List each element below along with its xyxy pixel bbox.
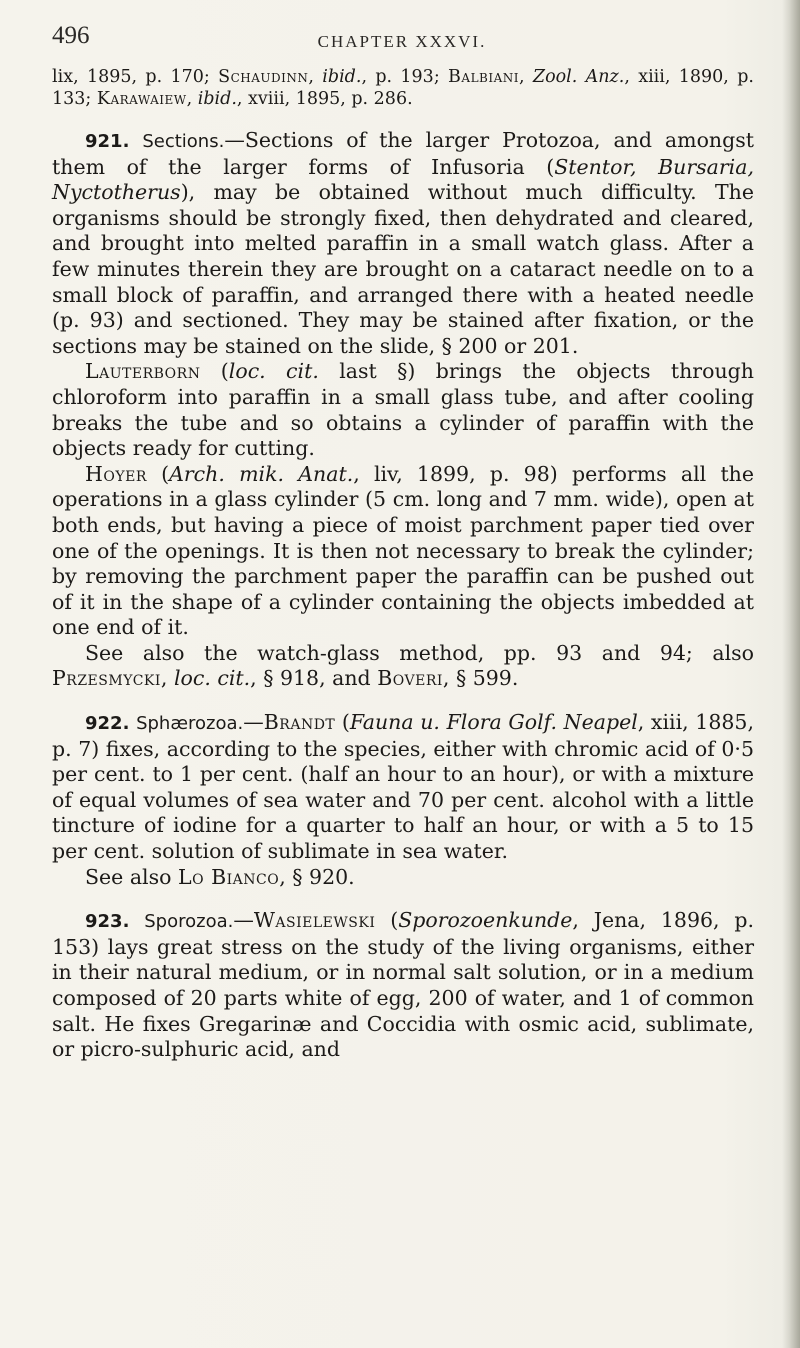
author-name: Schaudinn: [218, 67, 309, 87]
section-921-paragraph-2: Lauterborn (loc. cit. last §) brings the objects through chloroform into paraffin in a small glass tube, and after cooling breaks the tube and so obtains a cylinder of paraffin with the objects ready for cutting.: [52, 359, 754, 461]
section-921-paragraph-4: See also the watch-glass method, pp. 93 and 94; also Przesmycki, loc. cit., § 918, and Boveri, § 599.: [52, 640, 754, 691]
author-name: Karawaiew: [96, 89, 187, 109]
author-name: Przesmycki: [52, 666, 161, 691]
author-name: Balbiani: [448, 67, 520, 87]
section-921: [52, 128, 754, 692]
page-header: [52, 22, 752, 62]
section-heading: Sporozoa.: [144, 911, 234, 933]
page-edge-shadow: [782, 0, 800, 1348]
page-body: [52, 66, 754, 1063]
author-name: Lauterborn: [85, 359, 201, 384]
section-number: 923.: [85, 911, 130, 933]
author-name: Brandt: [263, 710, 336, 735]
section-heading: Sphærozoa.: [136, 713, 244, 735]
section-923-paragraph-1: 923. Sporozoa.—Wasielewski (Sporozoenkunde, Jena, 1896, p. 153) lays great stress on the study of the living organisms, either in their natural medium, or in normal salt solution, or in a medium composed of 20 parts white of egg, 200 of water, and 1 of common salt. He fixes Gregarinæ and Coccidia with osmic acid, sublimate, or picro-sulphuric acid, and: [52, 908, 755, 1062]
page-number: 496: [52, 22, 90, 49]
section-923: [52, 908, 754, 1063]
author-name: Wasielewski: [253, 908, 376, 933]
section-number: 921.: [85, 131, 130, 152]
reference-continuation: lix, 1895, p. 170; Schaudinn, ibid., p. 193; Balbiani, Zool. Anz., xiii, 1890, p. 133; Karawaiew, ibid., xviii, 1895, p. 286.: [52, 67, 754, 109]
section-922-paragraph-2: See also Lo Bianco, § 920.: [85, 864, 355, 889]
section-922: [52, 710, 754, 890]
author-name: Lo Bianco: [177, 864, 280, 889]
section-heading: Sections.: [142, 131, 225, 152]
section-number: 922.: [85, 713, 130, 735]
running-head: CHAPTER XXXVI.: [317, 32, 487, 51]
author-name: Hoyer: [85, 461, 147, 486]
section-922-paragraph-1: 922. Sphærozoa.—Brandt (Fauna u. Flora Golf. Neapel, xiii, 1885, p. 7) fixes, according to the species, either with chromic acid of 0·5 per cent. to 1 per cent. (half an hour to an hour), or with a mixture of equal volumes of sea water and 70 per cent. alcohol with a little tincture of iodine for a quarter to half an hour, or with a 5 to 15 per cent. solution of sublimate in sea water.: [52, 710, 754, 864]
author-name: Boveri: [377, 666, 443, 691]
section-921-paragraph-1: 921. Sections.—Sections of the larger Protozoa, and amongst them of the larger forms of Infusoria (Stentor, Bursaria, Nyctotherus), may be obtained without much difficulty. The organisms should be strongly fixed, then dehydrated and cleared, and brought into melted paraffin in a small watch glass. After a few minutes therein they are brought on a cataract needle on to a small block of paraffin, and arranged there with a heated needle (p. 93) and sectioned. They may be stained after fixation, or the sections may be stained on the slide, § 200 or 201.: [52, 128, 754, 358]
section-921-paragraph-3: Hoyer (Arch. mik. Anat., liv, 1899, p. 98) performs all the operations in a glass cylinder (5 cm. long and 7 mm. wide), open at both ends, but having a piece of moist parchment paper tied over one of the openings. It is then not necessary to break the cylinder; by removing the parchment paper the paraffin can be pushed out of it in the shape of a cylinder containing the objects imbedded at one end of it.: [52, 461, 755, 640]
